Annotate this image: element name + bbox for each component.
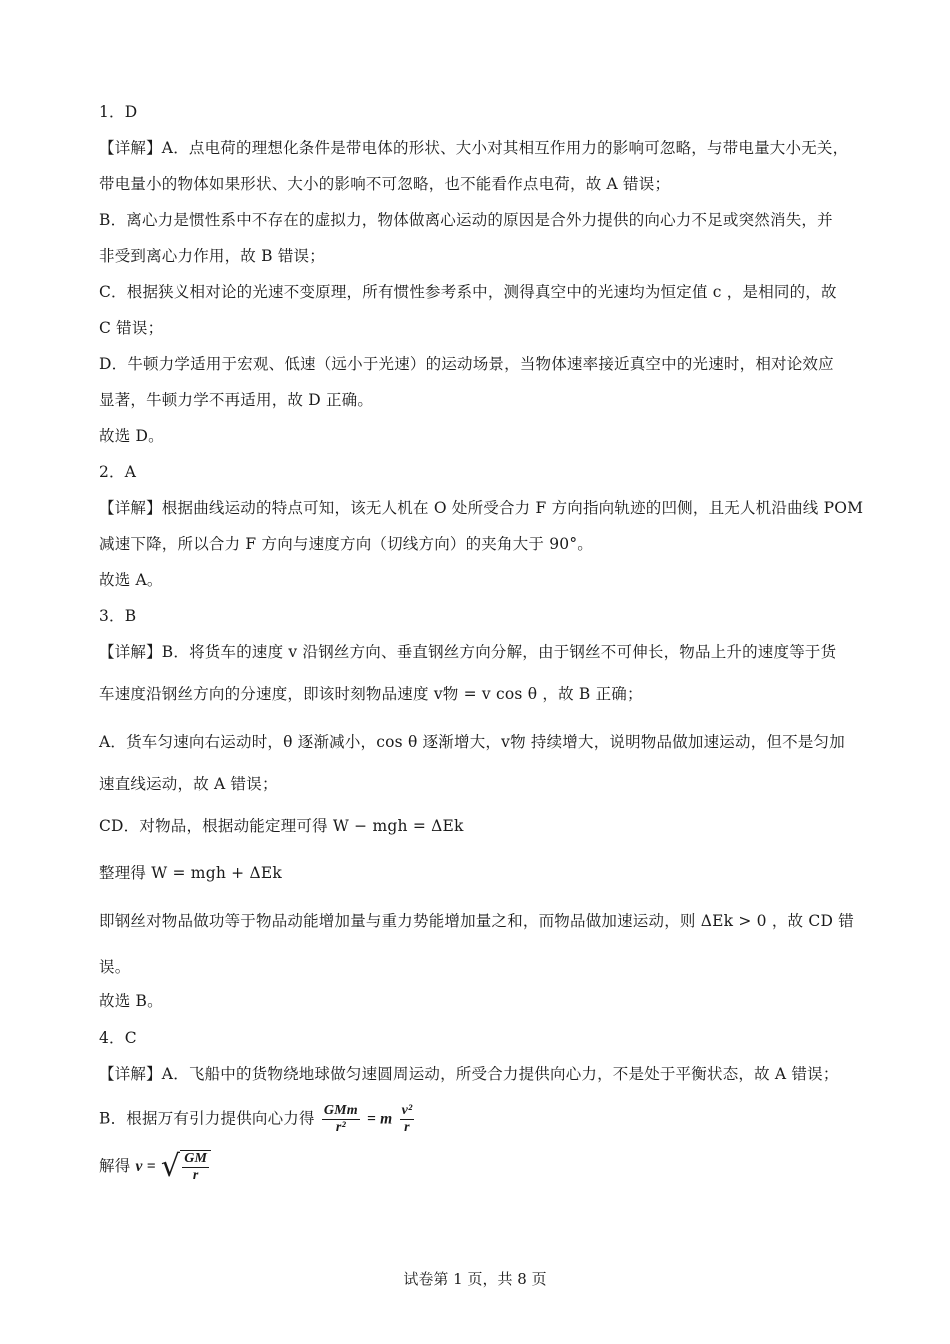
text-line: 非受到离心力作用，故 B 错误； [99,247,325,265]
text-line: CD．对物品，根据动能定理可得 W − mgh = ΔEk [99,817,464,835]
text-line: 3．B [99,607,137,625]
page-footer: 试卷第 1 页，共 8 页 [403,1270,547,1288]
text-line: 1．D [99,103,138,121]
fraction-gmm-r2: $\frac{\text{GMm}}{\text{r²}}$ [323,1103,358,1135]
text-line: 2．A [99,463,137,481]
formula-prefix: 解得 [99,1157,131,1175]
text-line: C 错误； [99,319,164,337]
equals-m: = m [367,1110,393,1128]
formula-prefix: B．根据万有引力提供向心力得 [99,1109,315,1128]
text-line: 故选 A。 [99,571,163,589]
formula-line-velocity [99,1150,859,1184]
text-line: 误。 [99,958,131,976]
text-line: 整理得 W = mgh + ΔEk [99,864,282,882]
text-line: 故选 B。 [99,992,163,1010]
text-line: D．牛顿力学适用于宏观、低速（远小于光速）的运动场景，当物体速率接近真空中的光速时，相对论效应 [99,355,834,373]
text-line: 即钢丝对物品做功等于物品动能增加量与重力势能增加量之和，而物品做加速运动，则 ΔEk > 0 ，故 CD 错 [99,912,854,930]
text-line: A．货车匀速向右运动时，θ 逐渐减小，cos θ 逐渐增大，v物 持续增大，说明物品做加速运动，但不是匀加 [99,733,845,751]
text-line: 速直线运动，故 A 错误； [99,775,278,793]
fraction-v2-r: $\frac{\text{v²}}{r}$ [401,1103,413,1135]
v-equals: v = [135,1158,156,1175]
text-line: C．根据狭义相对论的光速不变原理，所有惯性参考系中，测得真空中的光速均为恒定值 c ，是相同的，故 [99,283,837,301]
sqrt-gm-over-r: √ $\frac{GM}{r}$ [161,1150,211,1184]
text-line: 【详解】B．将货车的速度 v 沿钢丝方向、垂直钢丝方向分解，由于钢丝不可伸长，物品上升的速度等于货 [99,643,837,661]
formula-line-gravitation [99,1103,859,1136]
text-line: 减速下降，所以合力 F 方向与速度方向（切线方向）的夹角大于 90°。 [99,535,594,553]
text-line: 【详解】根据曲线运动的特点可知，该无人机在 O 处所受合力 F 方向指向轨迹的凹侧，且无人机沿曲线 POM [99,499,864,517]
text-line: 故选 D。 [99,427,164,445]
text-line: 带电量小的物体如果形状、大小的影响不可忽略，也不能看作点电荷，故 A 错误； [99,175,671,193]
text-line: 车速度沿钢丝方向的分速度，即该时刻物品速度 v物 = v cos θ ，故 B 正确； [99,685,643,703]
text-line: 【详解】A．点电荷的理想化条件是带电体的形状、大小对其相互作用力的影响可忽略，与带电量大小无关， [99,139,849,157]
text-line: 【详解】A．飞船中的货物绕地球做匀速圆周运动，所受合力提供向心力，不是处于平衡状态，故 A 错误； [99,1065,839,1083]
text-line: B．离心力是惯性系中不存在的虚拟力，物体做离心运动的原因是合外力提供的向心力不足或突然消失，并 [99,211,833,229]
text-line: 显著，牛顿力学不再适用，故 D 正确。 [99,391,374,409]
text-line: 4．C [99,1029,137,1047]
